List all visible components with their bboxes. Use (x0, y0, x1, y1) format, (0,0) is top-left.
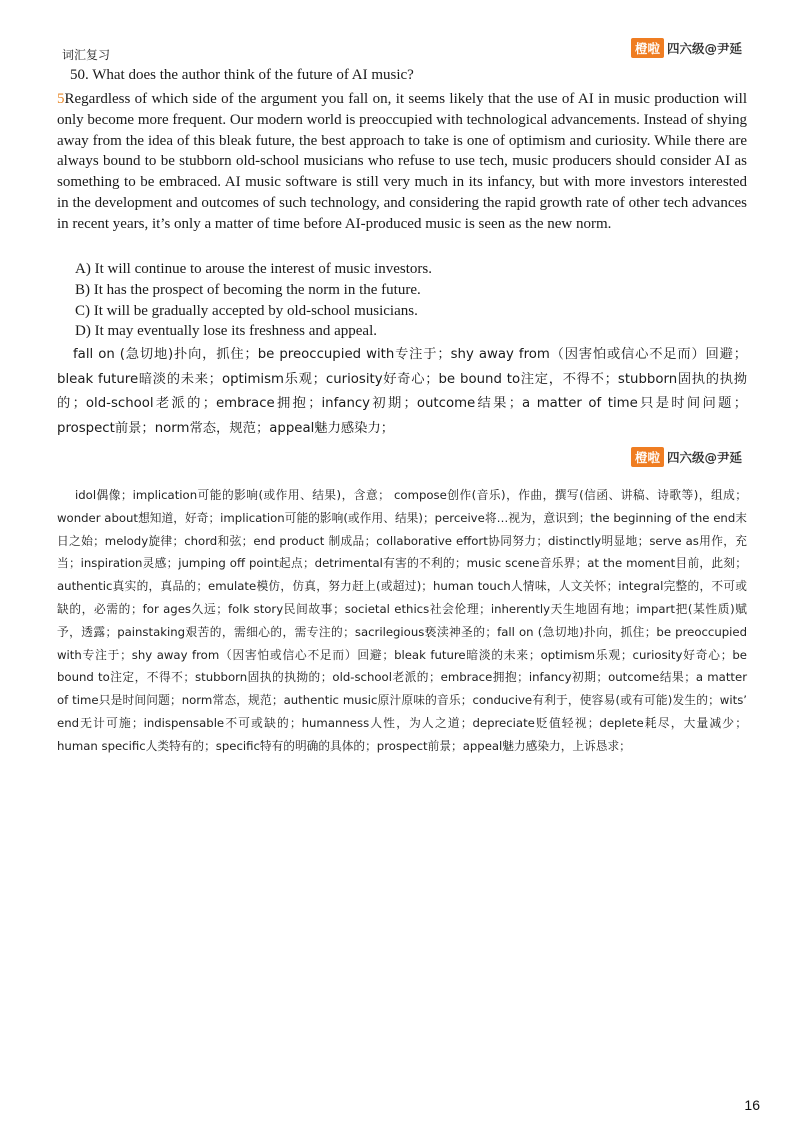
paragraph-number: 5 (57, 91, 65, 107)
passage-vocabulary: fall on (急切地)扑向，抓住；be preoccupied with专注于；shy away from（因害怕或信心不足而）回避；bleak future暗淡的未来；optimism乐观；curiosity好奇心；be bound to注定，不得不；stubborn固执的执拗的；old-school老派的；embrace拥抱；infancy初期；outcome结果；a matter of time只是时间问题；prospect前景；norm常态，规范；appeal魅力感染力； (57, 347, 747, 436)
vocabulary-review-list: idol偶像；implication可能的影响(或作用、结果)，含意； compose创作(音乐)，作曲，撰写(信函、讲稿、诗歌等)，组成；wonder about想知道，好奇；implication可能的影响(或作用、结果)；perceive将…视为，意识到；the beginning of the end末日之始；melody旋律；chord和弦；end product 制成品；collaborative effort协同努力；distinctly明显地；serve as用作，充当；inspiration灵感；jumping off point起点；detrimental有害的不利的；music scene音乐界；at the moment目前，此刻；authentic真实的，真品的；emulate模仿，仿真，努力赶上(或超过)；human touch人情味，人文关怀；integral完整的，不可或缺的，必需的；for ages久远；folk story民间故事；societal ethics社会伦理；inherently天生地固有地；impart把(某性质)赋予，透露；painstaking艰苦的，需细心的，需专注的；sacrilegious亵渎神圣的；fall on (急切地)扑向，抓住；be preoccupied with专注于；shy away from（因害怕或信心不足而）回避；bleak future暗淡的未来；optimism乐观；curiosity好奇心；be bound to注定，不得不；stubborn固执的执拗的；old-school老派的；embrace拥抱；infancy初期；outcome结果；a matter of time只是时间问题；norm常态，规范；authentic music原汁原味的音乐；conducive有利于，使容易(或有可能)发生的；wits’ end无计可施；indispensable不可或缺的；humanness人性，为人之道；depreciate贬值轻视；deplete耗尽，大量减少；human specific人类特有的；specific特有的明确的具体的；prospect前景；appeal魅力感染力，上诉恳求； (57, 488, 747, 753)
brand-badge: 橙啦 (631, 447, 664, 467)
section-label: 词汇复习 (62, 48, 111, 62)
option-c: C) It will be gradually accepted by old-school musicians. (75, 302, 418, 319)
option-a: A) It will continue to arouse the interest of music investors. (75, 261, 433, 277)
brand-text: 四六级@尹延 (666, 450, 742, 465)
option-d: D) It may eventually lose its freshness and appeal. (75, 323, 377, 340)
page-number: 16 (744, 1097, 760, 1113)
brand-logo (631, 38, 742, 58)
question-title: 50. What does the author think of the future of AI music? (70, 67, 414, 83)
answer-options (75, 259, 432, 342)
brand-text: 四六级@尹延 (666, 41, 742, 56)
passage-text: Regardless of which side of the argument you fall on, it seems likely that the use of AI in music production will only become more frequent. Our modern world is preoccupied with technological advancements. Instead of shying away from the idea of this bleak future, the best approach to take is one of optimism and curiosity. While there are always bound to be stubborn old-school musicians who refuse to use tech, music producers should consider AI as something to be embraced. AI music software is still very much in its infancy, but with more investors interested in the development and outcomes of such technology, and considering the rapid growth rate of other tech advances in recent years, it’s only a matter of time before AI-produced music is seen as the new norm. (57, 91, 747, 232)
brand-logo-secondary (631, 447, 742, 467)
option-b: B) It has the prospect of becoming the norm in the future. (75, 281, 421, 298)
reading-passage (57, 89, 747, 235)
brand-badge: 橙啦 (631, 38, 664, 58)
